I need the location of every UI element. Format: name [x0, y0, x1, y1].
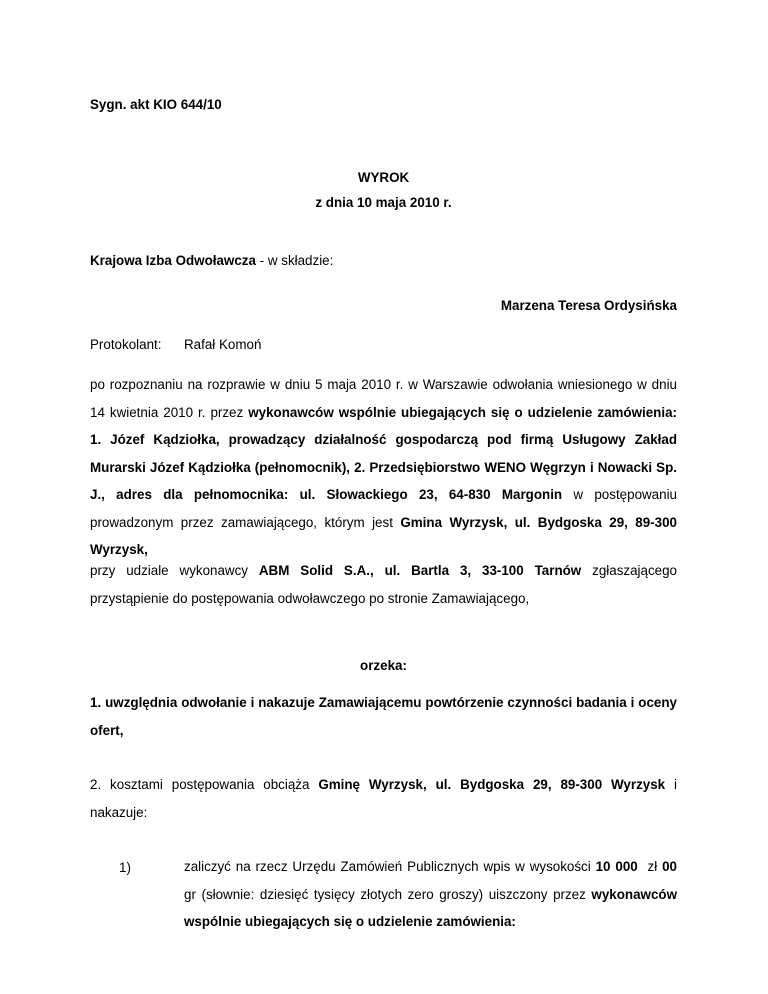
participant-text-1: przy udziale wykonawcy [90, 563, 259, 578]
intro-text-2: w postępowaniu prowadzonym przez zamawiającego, którym jest [90, 487, 678, 530]
intro-contracting-authority: Gmina Wyrzysk, ul. Bydgoska 29, 89-300 Wyrzysk, [90, 514, 677, 557]
panel-separator: - w składzie: [255, 253, 334, 268]
intro-appellant: wykonawców wspólnie ubiegających się o udzielenie zamówienia: 1. Józef Kądziołka, prowadzący działalność gospodarczą pod firmą Usługowy Zakład Murarski Józef Kądziołka (pełnomocnik), 2. Przedsiębiorstwo WENO Węgrzyn i Nowacki Sp. J., adres dla pełnomocnika: ul. Słowackiego 23, 64-830 Margonin [90, 404, 677, 502]
ruling-item-2-text: 2. kosztami postępowania obciąża [90, 777, 319, 792]
intro-text-1: po rozpoznaniu na rozprawie w dniu 5 maja 2010 r. w Warszawie odwołania wniesionego w dniu 14 kwietnia 2010 r. przez [90, 377, 677, 420]
sub-item-1-text-2: gr (słownie: dziesięć tysięcy złotych zero groszy) uiszczony przez [184, 886, 592, 902]
document-title: WYROK [357, 170, 410, 185]
sub-item-1-zl: zł [637, 859, 663, 874]
ruling-item-1: 1. uwzględnia odwołanie i nakazuje Zamawiającemu powtórzenie czynności badania i oceny ofert, [90, 695, 677, 738]
ruling-item-2 [90, 771, 677, 826]
sub-item-1-text: zaliczyć na rzecz Urzędu Zamówień Publicznych wpis w wysokości [184, 859, 596, 874]
ruling-heading: orzeka: [360, 658, 407, 673]
clerk-name: Rafał Komoń [184, 337, 262, 352]
case-signature: Sygn. akt KIO 644/10 [90, 97, 222, 112]
panel-member: Marzena Teresa Ordysińska [500, 298, 677, 313]
sub-item-1-gr: 00 [662, 859, 677, 874]
participant-name: ABM Solid S.A., ul. Bartla 3, 33-100 Tarnów [258, 563, 582, 578]
document-date: z dnia 10 maja 2010 r. [315, 195, 452, 210]
clerk-label: Protokolant: [90, 337, 162, 352]
intro-paragraph [90, 371, 677, 564]
sub-item-1 [184, 853, 677, 936]
sub-item-1-amount: 10 000 [595, 859, 638, 874]
participant-paragraph [90, 557, 677, 612]
panel-name: Krajowa Izba Odwoławcza [90, 253, 256, 268]
participant-text-2: zgłaszającego przystąpienie do postępowania odwoławczego po stronie Zamawiającego, [90, 563, 677, 606]
ruling-item-2-party: Gminę Wyrzysk, ul. Bydgoska 29, 89-300 Wyrzysk [318, 777, 666, 792]
sub-item-1-payer: wykonawców wspólnie ubiegających się o udzielenie zamówienia: [184, 886, 677, 929]
sub-item-number: 1) [119, 860, 131, 875]
ruling-item-2-suffix: i nakazuje: [90, 777, 677, 820]
panel-line [90, 252, 333, 269]
